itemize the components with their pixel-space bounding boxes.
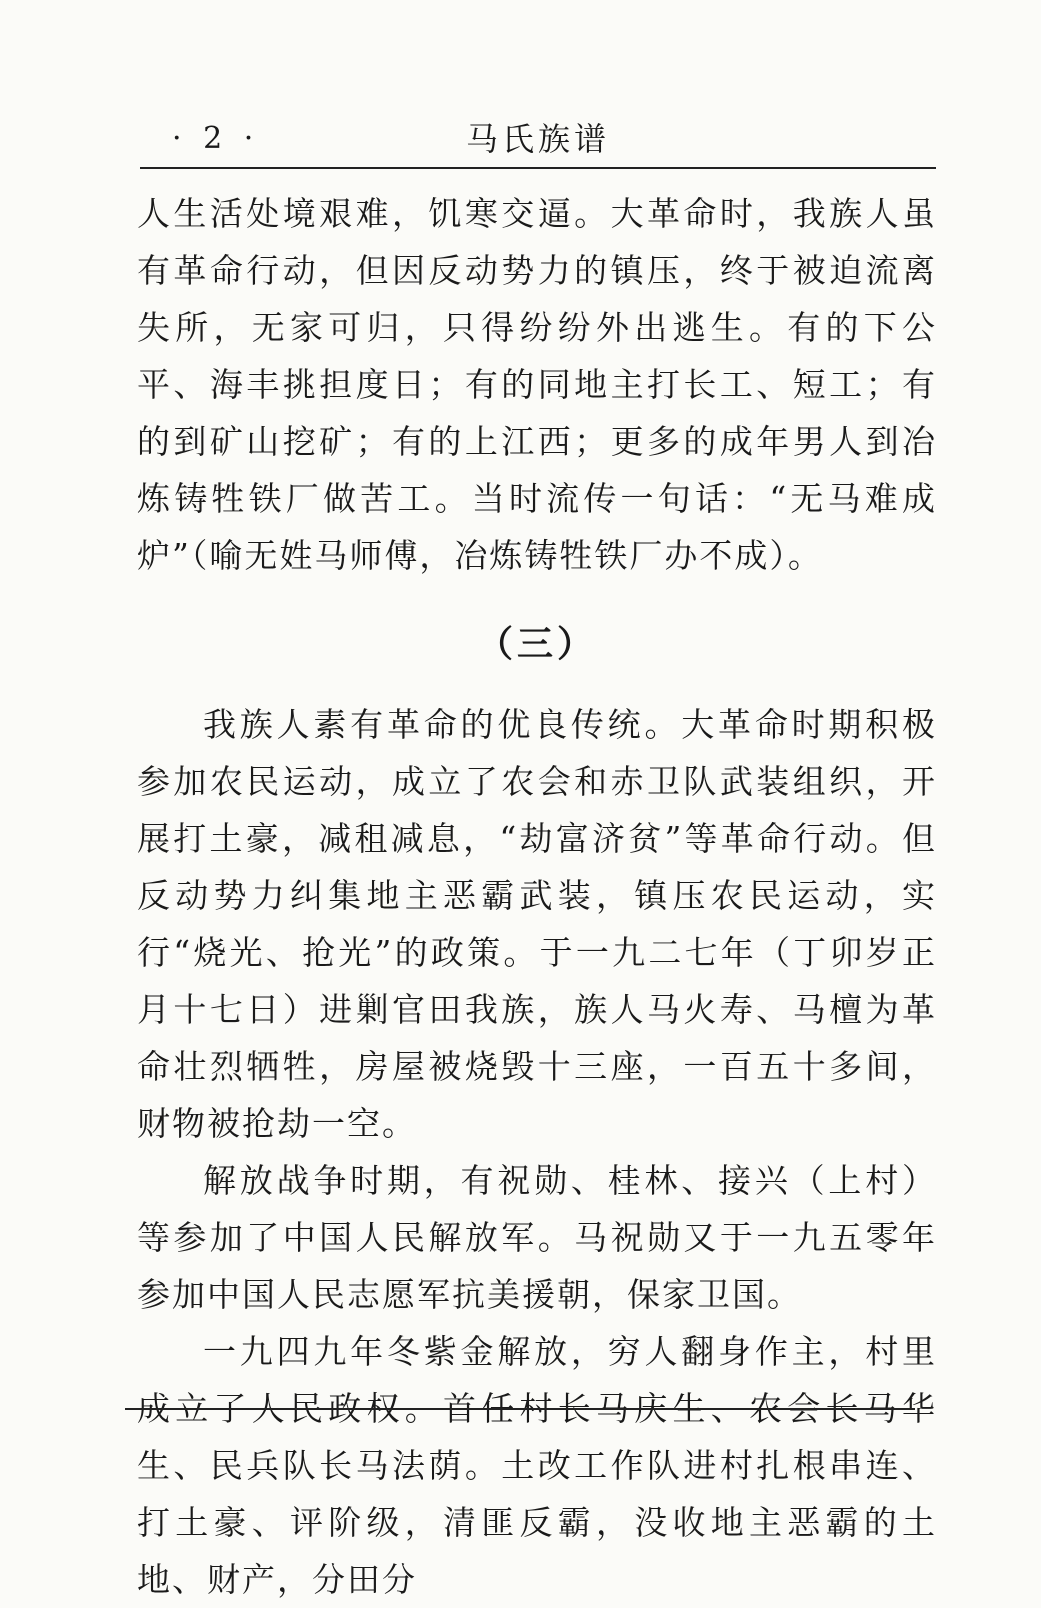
paragraph-2: 我族人素有革命的优良传统。大革命时期积极参加农民运动，成立了农会和赤卫队武装组织，开展打土豪，减租减息，“劫富济贫”等革命行动。但反动势力纠集地主恶霸武装，镇压农民运动，实行“烧光、抢光”的政策。于一九二七年（丁卯岁正月十七日）进剿官田我族，族人马火寿、马檀为革命壮烈牺牲，房屋被烧毁十三座，一百五十多间，财物被抢劫一空。 [137, 705, 937, 1143]
paragraph-1: 人生活处境艰难，饥寒交逼。大革命时，我族人虽有革命行动，但因反动势力的镇压，终于被迫流离失所，无家可归，只得纷纷外出逃生。有的下公平、海丰挑担度日；有的同地主打长工、短工；有的到矿山挖矿；有的上江西；更多的成年男人到冶炼铸牲铁厂做苦工。当时流传一句话：“无马难成炉”（喻无姓马师傅，冶炼铸牲铁厂办不成）。 [137, 194, 937, 575]
page-number: · 2 · [172, 121, 260, 156]
running-title: 马氏族谱 [465, 120, 610, 158]
footer-rule [125, 1408, 915, 1410]
header-rule [140, 167, 936, 169]
body-text [137, 185, 937, 1608]
paragraph-3: 解放战争时期，有祝勋、桂林、接兴（上村）等参加了中国人民解放军。马祝勋又于一九五零年参加中国人民志愿军抗美援朝，保家卫国。 [137, 1161, 937, 1314]
section-heading: （三） [476, 623, 597, 665]
paragraph-4: 一九四九年冬紫金解放，穷人翻身作主，村里成立了人民政权。首任村长马庆生、农会长马华生、民兵队长马法荫。土改工作队进村扎根串连、打土豪、评阶级，清匪反霸，没收地主恶霸的土地、财产，分田分 [137, 1332, 937, 1599]
page-header [140, 115, 936, 163]
